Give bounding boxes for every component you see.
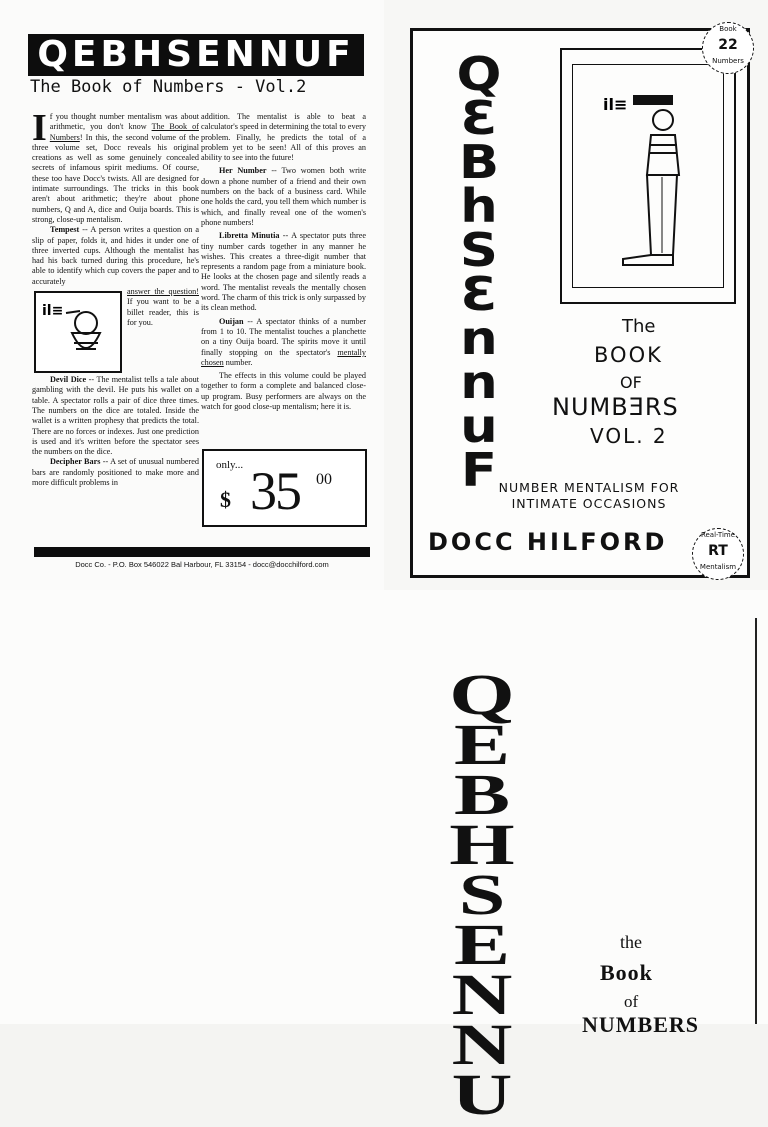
ad-banner-title: QEBHSENNUF (28, 34, 364, 76)
trick-title-her-number: Her Number (219, 166, 267, 176)
tempest-text-2: If you want to be a billet reader, this is for you. (127, 297, 199, 327)
ouijan-text: -- A spectator thinks of a number from 1 to 10. The mentalist touches a planchette on a tiny Ouija board. The spirits move it until finally stopping on the spectator's (201, 316, 366, 357)
footer-address: Docc Co. - P.O. Box 546022 Bal Harbour, FL 33154 - docc@docchilford.com (75, 560, 329, 569)
title-page-letter: B (453, 762, 511, 827)
cover-title-letter: S (459, 223, 499, 277)
title-page-letter: N (451, 962, 513, 1027)
book-number-seal (702, 22, 754, 74)
price-dollar-sign: $ (220, 487, 231, 512)
intro-text-2: ! In this, the second volume of the three volume set, Docc reveals his original creations as well as some genuinely concealed secrets of infamous spirit mediums. Of course, these too have Docc's twists. All are designed for intimate surroundings. The tricks in this book aren't about arithmetic; they're about phone numbers, Q and A, dice and Ouija boards. This is strong, close-up mentalism. (32, 132, 199, 224)
seal-top-number: 22 (718, 37, 738, 53)
title-of: of (624, 992, 639, 1011)
book-title-link: The Book of Numbers (49, 122, 199, 142)
svg-text:il≡: il≡ (42, 303, 64, 320)
ad-column-left (32, 107, 199, 488)
cover-numbers: NUMBƎRS (552, 393, 679, 421)
ad-column-right (201, 112, 366, 412)
title-book: Book (600, 960, 653, 985)
pharaoh-figure-icon (573, 65, 723, 287)
cover-title-letter: Ɛ (460, 91, 498, 145)
blank-page (0, 590, 384, 1024)
title-page-letter: Q (449, 662, 515, 727)
cover-title-letter: F (460, 443, 498, 497)
closing-text: The effects in this volume could be played together to form a complete and balanced close-up program. Busy performers are always on the watch for good close-up mentalism; here it is. (201, 371, 366, 412)
title-page (384, 590, 768, 1127)
cover-title-letter: h (460, 179, 498, 233)
cover-tagline (444, 480, 734, 512)
cover-book: BOOK (594, 343, 663, 367)
cover-the: The (622, 316, 656, 337)
decipher-bars-text: -- A set of unusual numbered bars are randomly positioned to make more and more difficult problems in (32, 457, 199, 488)
seal-bottom-ring-text: Real-Time (700, 531, 736, 539)
title-page-letter: E (453, 712, 511, 777)
footer-bar (34, 547, 370, 557)
title-numbers: NUMBERS (582, 1012, 700, 1037)
cover-title-letter: Q (456, 47, 502, 101)
cover-volume: VOL. 2 (590, 424, 668, 448)
title-page-letter: S (458, 862, 506, 927)
trick-title-ouijan: Ouijan (219, 316, 244, 326)
trick-title-tempest: Tempest (50, 225, 80, 235)
advertisement-page (0, 0, 384, 590)
price-box (202, 449, 367, 527)
devil-dice-text: -- The mentalist tells a tale about gambling with the devil. He puts his wallet on a table. A spectator rolls a pair of dice three times. The numbers on the dice are totaled. Inside the wallet is a written prophesy that predicts the total. There are no forces or indexes. Just one prediction is used and it's written before the spectator sees the numbers on the dice. (32, 375, 199, 457)
price-only-label: only... (216, 459, 244, 471)
title-the: the (620, 932, 642, 952)
price-amount: 35 (250, 461, 300, 521)
pharaoh-inner-frame (572, 64, 724, 288)
cover-title-letter: n (460, 311, 498, 365)
trick-title-devil-dice: Devil Dice (50, 375, 87, 385)
seal-bottom-ring-text-bottom: Mentalism (699, 563, 737, 571)
seal-top-ring-text-bottom: Numbers (712, 57, 744, 65)
drop-cap: I (32, 107, 47, 149)
price-cents: 00 (316, 471, 332, 488)
cover-author: DOCC HILFORD (428, 528, 668, 556)
intro-text: f you thought number mentalism was about arithmetic, you don't know (49, 112, 199, 132)
seal-bottom-mark: RT (708, 543, 728, 559)
ouijan-text-2: number. (223, 357, 253, 367)
cover-title-letter: Ɛ (460, 267, 498, 321)
cover-of: OF (620, 373, 642, 392)
her-number-text: -- Two women both write down a phone number of a friend and their own numbers on the back of a business card. While one holds the card, you tell them which number is which, and finally reveal one of the women's phone numbers! (201, 166, 366, 227)
libretta-text: -- A spectator puts three tiny number cards together in any manner he wishes. This creates a three-digit number that represents a random page from a miniature book. He looks at the chosen page and silently reads a word. The mentalist reveals the mentally chosen word. The charm of this trick is only surpassed by its clean method. (201, 231, 366, 313)
cover-title-letter: B (458, 135, 500, 189)
cover-tagline-line1: NUMBER MENTALISM FOR (498, 480, 680, 495)
cover-vertical-title (434, 47, 524, 497)
tempest-answer-link: answer the question! (127, 287, 199, 297)
pharaoh-frame (560, 48, 736, 304)
cover-tagline-line2: INTIMATE OCCASIONS (511, 496, 667, 511)
trick-title-libretta: Libretta Minutia (219, 231, 280, 241)
cover-title-letter: n (460, 355, 498, 409)
title-vertical-title (436, 662, 528, 1127)
cover-page (384, 0, 768, 590)
title-page-letter: N (451, 1012, 513, 1077)
tempest-text: -- A person writes a question on a slip of paper, folds it, and hides it under one of three inverted cups. Although the mentalist has had his back turned during this procedure, he's able to identify which cup covers the paper and to accurately (32, 225, 199, 286)
page-edge-line (755, 618, 757, 1024)
cover-title-letter: u (460, 399, 498, 453)
title-page-letter: E (453, 912, 511, 977)
pharaoh-figure-small (34, 291, 122, 373)
svg-text:il≡: il≡ (603, 95, 628, 114)
decipher-bars-cont: addition. The mentalist is able to beat a calculator's speed in determining the total to every problem. Finally, he predicts the total of a problem yet to be seen! All of this proves an ability to see into the future! (201, 112, 366, 163)
ad-subtitle: The Book of Numbers - Vol.2 (30, 77, 307, 97)
seal-top-ring-text: Book (719, 25, 737, 33)
ouijan-link: mentally chosen (201, 347, 366, 367)
trick-title-decipher-bars: Decipher Bars (50, 457, 101, 467)
title-page-letter: H (449, 812, 515, 877)
real-time-mentalism-seal (692, 528, 744, 580)
title-page-letter: U (451, 1062, 513, 1127)
